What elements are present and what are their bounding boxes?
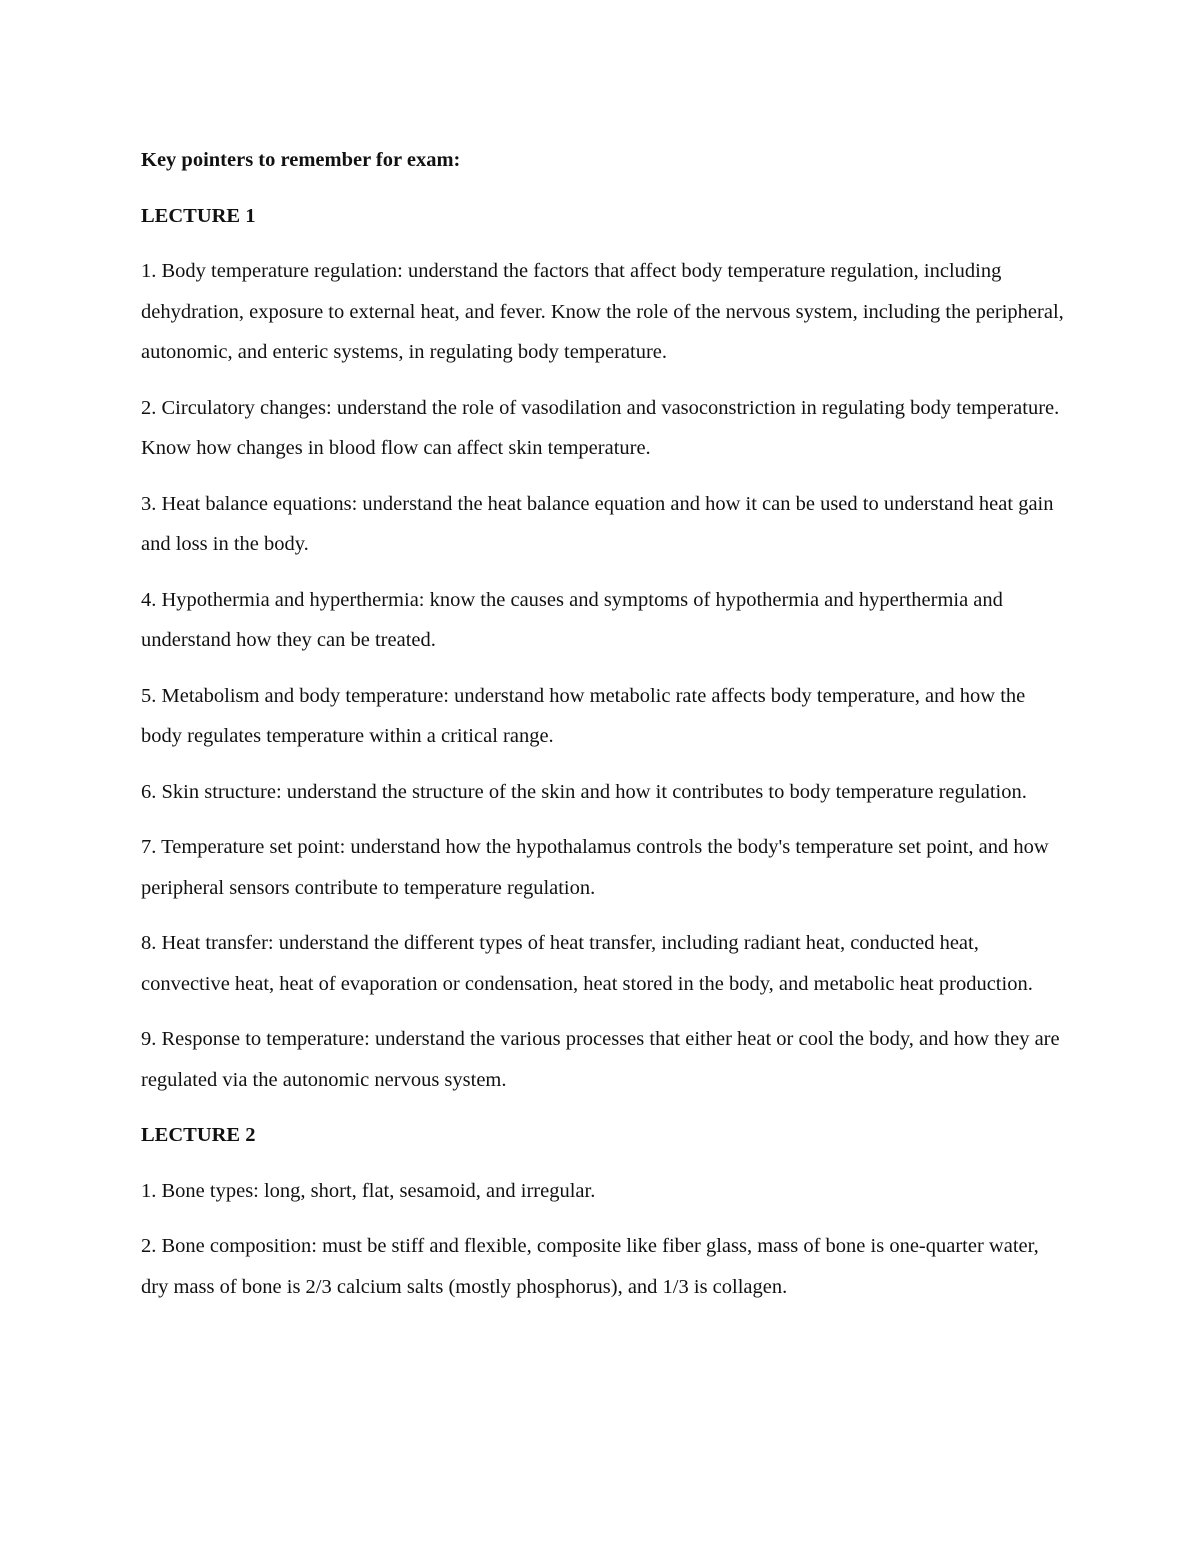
section-heading: LECTURE 1 — [141, 204, 256, 227]
list-item: 2. Circulatory changes: understand the role of vasodilation and vasoconstriction in regulating body temperature. Know how changes in blood flow can affect skin temperature. — [141, 396, 1060, 459]
section-heading: LECTURE 2 — [141, 1124, 256, 1146]
list-item: 7. Temperature set point: understand how the hypothalamus controls the body's temperature set point, and how peripheral sensors contribute to temperature regulation. — [141, 836, 1049, 899]
list-item: 2. Bone composition: must be stiff and flexible, composite like fiber glass, mass of bone is one-quarter water, dry mass of bone is 2/3 calcium salts (mostly phosphorus), and 1/3 is collagen. — [141, 1235, 1039, 1298]
list-item: 4. Hypothermia and hyperthermia: know the causes and symptoms of hypothermia and hyperthermia and understand how they can be treated. — [141, 588, 1003, 651]
section-lecture-2 — [141, 1115, 1066, 1307]
list-item: 6. Skin structure: understand the structure of the skin and how it contributes to body temperature regulation. — [141, 780, 1027, 803]
list-item: 3. Heat balance equations: understand the heat balance equation and how it can be used to understand heat gain and loss in the body. — [141, 492, 1054, 555]
list-item: 8. Heat transfer: understand the different types of heat transfer, including radiant heat, conducted heat, convective heat, heat of evaporation or condensation, heat stored in the body, and metabolic heat production. — [141, 932, 1033, 995]
document-title: Key pointers to remember for exam: — [141, 149, 461, 171]
list-item: 5. Metabolism and body temperature: understand how metabolic rate affects body temperature, and how the body regulates temperature within a critical range. — [141, 684, 1026, 747]
list-item: 1. Body temperature regulation: understand the factors that affect body temperature regulation, including dehydration, exposure to external heat, and fever. Know the role of the nervous system, including the peripheral, autonomic, and enteric systems, in regulating body temperature. — [141, 260, 1064, 363]
document-page — [141, 140, 1066, 1322]
section-lecture-1 — [141, 196, 1066, 1101]
list-item: 1. Bone types: long, short, flat, sesamoid, and irregular. — [141, 1179, 596, 1202]
list-item: 9. Response to temperature: understand the various processes that either heat or cool the body, and how they are regulated via the autonomic nervous system. — [141, 1028, 1060, 1091]
